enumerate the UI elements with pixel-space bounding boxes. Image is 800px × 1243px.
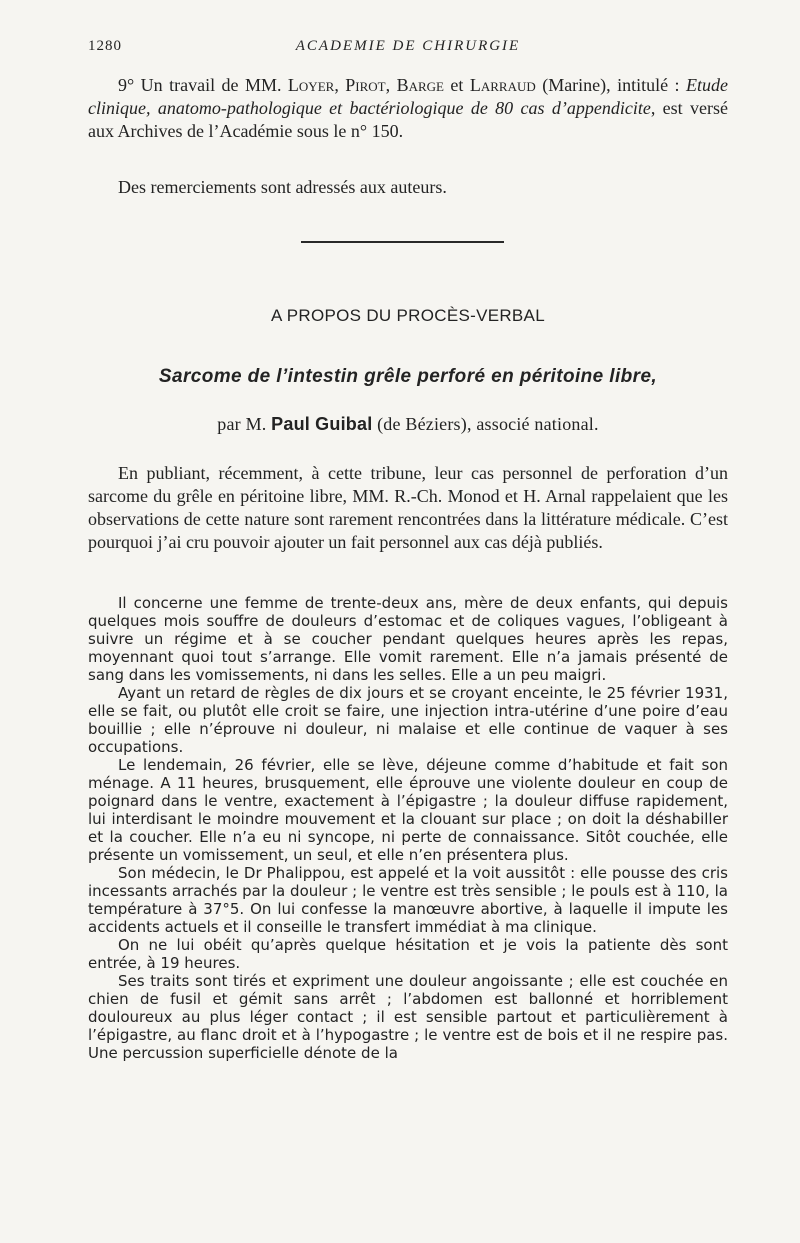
author-pirot: Pirot	[345, 75, 386, 95]
case-paragraph-6: Ses traits sont tirés et expriment une douleur angoissante ; elle est couchée en chien de fusil et gémit sans arrêt ; l’abdomen est ballonné et horriblement douloureux au plus léger contact ; il est sensible partout et particulièrement à l’épigastre, au flanc droit et à l’hypogastre ; le ventre est de bois et il ne respire pas. Une percussion superficielle dénote de la	[88, 972, 728, 1062]
author-connector: et	[443, 75, 470, 95]
work-title: Etude clinique, anatomo-pathologique et bactériologique de 80 cas d’appendicite	[88, 75, 729, 118]
after-authors: (Marine), intitulé :	[535, 75, 687, 95]
article-byline	[88, 414, 728, 435]
author-separator: ,	[334, 75, 346, 95]
archive-notice-paragraph	[88, 74, 728, 143]
section-heading: A PROPOS DU PROCÈS-VERBAL	[271, 306, 545, 325]
page-number: 1280	[88, 38, 122, 54]
notice-prefix: 9° Un travail de MM.	[118, 75, 288, 95]
case-paragraph-5: On ne lui obéit qu’après quelque hésitation et je vois la patiente dès sont entrée, à 19 heures.	[88, 936, 728, 972]
byline-prefix: par M.	[217, 414, 272, 434]
journal-title: ACADEMIE DE CHIRURGIE	[295, 38, 521, 54]
author-larraud: Larraud	[469, 75, 536, 95]
author-name: Paul Guibal	[271, 414, 373, 434]
section-divider	[301, 241, 504, 243]
case-paragraph-2: Ayant un retard de règles de dix jours et se croyant enceinte, le 25 février 1931, elle se fait, ou plutôt elle croit se faire, une injection intra-utérine d’une poire d’eau bouillie ; elle n’éprouve ni douleur, ni malaise et elle continue de vaquer à ses occupations.	[88, 684, 728, 756]
thanks-paragraph: Des remerciements sont adressés aux auteurs.	[118, 177, 447, 197]
byline-affiliation: (de Béziers), associé national.	[372, 414, 599, 434]
author-loyer: Loyer	[287, 75, 335, 95]
archive-number-text: , est versé aux Archives de l’Académie sous le n° 150.	[88, 98, 728, 141]
case-paragraph-1: Il concerne une femme de trente-deux ans, mère de deux enfants, qui depuis quelques mois souffre de douleurs d’estomac et de coliques vagues, l’obligeant à suivre un régime et à se coucher pendant quelques heures après les repas, moyennant quoi tout s’arrange. Elle vomit rarement. Elle n’a jamais présenté de sang dans les vomissements, ni dans les selles. Elle a un peu maigri.	[88, 594, 728, 684]
article-title: Sarcome de l’intestin grêle perforé en péritoine libre,	[158, 366, 658, 387]
running-header	[88, 38, 728, 60]
case-paragraph-4: Son médecin, le Dr Phalippou, est appelé et la voit aussitôt : elle pousse des cris incessants arrachés par la douleur ; le ventre est très sensible ; le pouls est à 110, la température à 37°5. On lui confesse la manœuvre abortive, à laquelle il impute les accidents actuels et il conseille le transfert immédiat à ma clinique.	[88, 864, 728, 936]
lead-paragraph: En publiant, récemment, à cette tribune, leur cas personnel de perforation d’un sarcome du grêle en péritoine libre, MM. R.-Ch. Monod et H. Arnal rappelaient que les observations de cette nature sont rarement rencontrées dans la littérature médicale. C’est pourquoi j’ai cru pouvoir ajouter un fait personnel aux cas déjà publiés.	[88, 463, 728, 552]
case-paragraph-3: Le lendemain, 26 février, elle se lève, déjeune comme d’habitude et fait son ménage. A 11 heures, brusquement, elle éprouve une violente douleur en coup de poignard dans le ventre, exactement à l’épigastre ; la douleur diffuse rapidement, lui interdisant le moindre mouvement et la clouant sur place ; on doit la déshabiller et la coucher. Elle n’a eu ni syncope, ni perte de connaissance. Sitôt couchée, elle présente un vomissement, un seul, et elle n’en présentera plus.	[88, 756, 728, 864]
author-barge: Barge	[396, 75, 444, 95]
author-separator: ,	[385, 75, 397, 95]
case-report-body	[88, 594, 728, 1062]
